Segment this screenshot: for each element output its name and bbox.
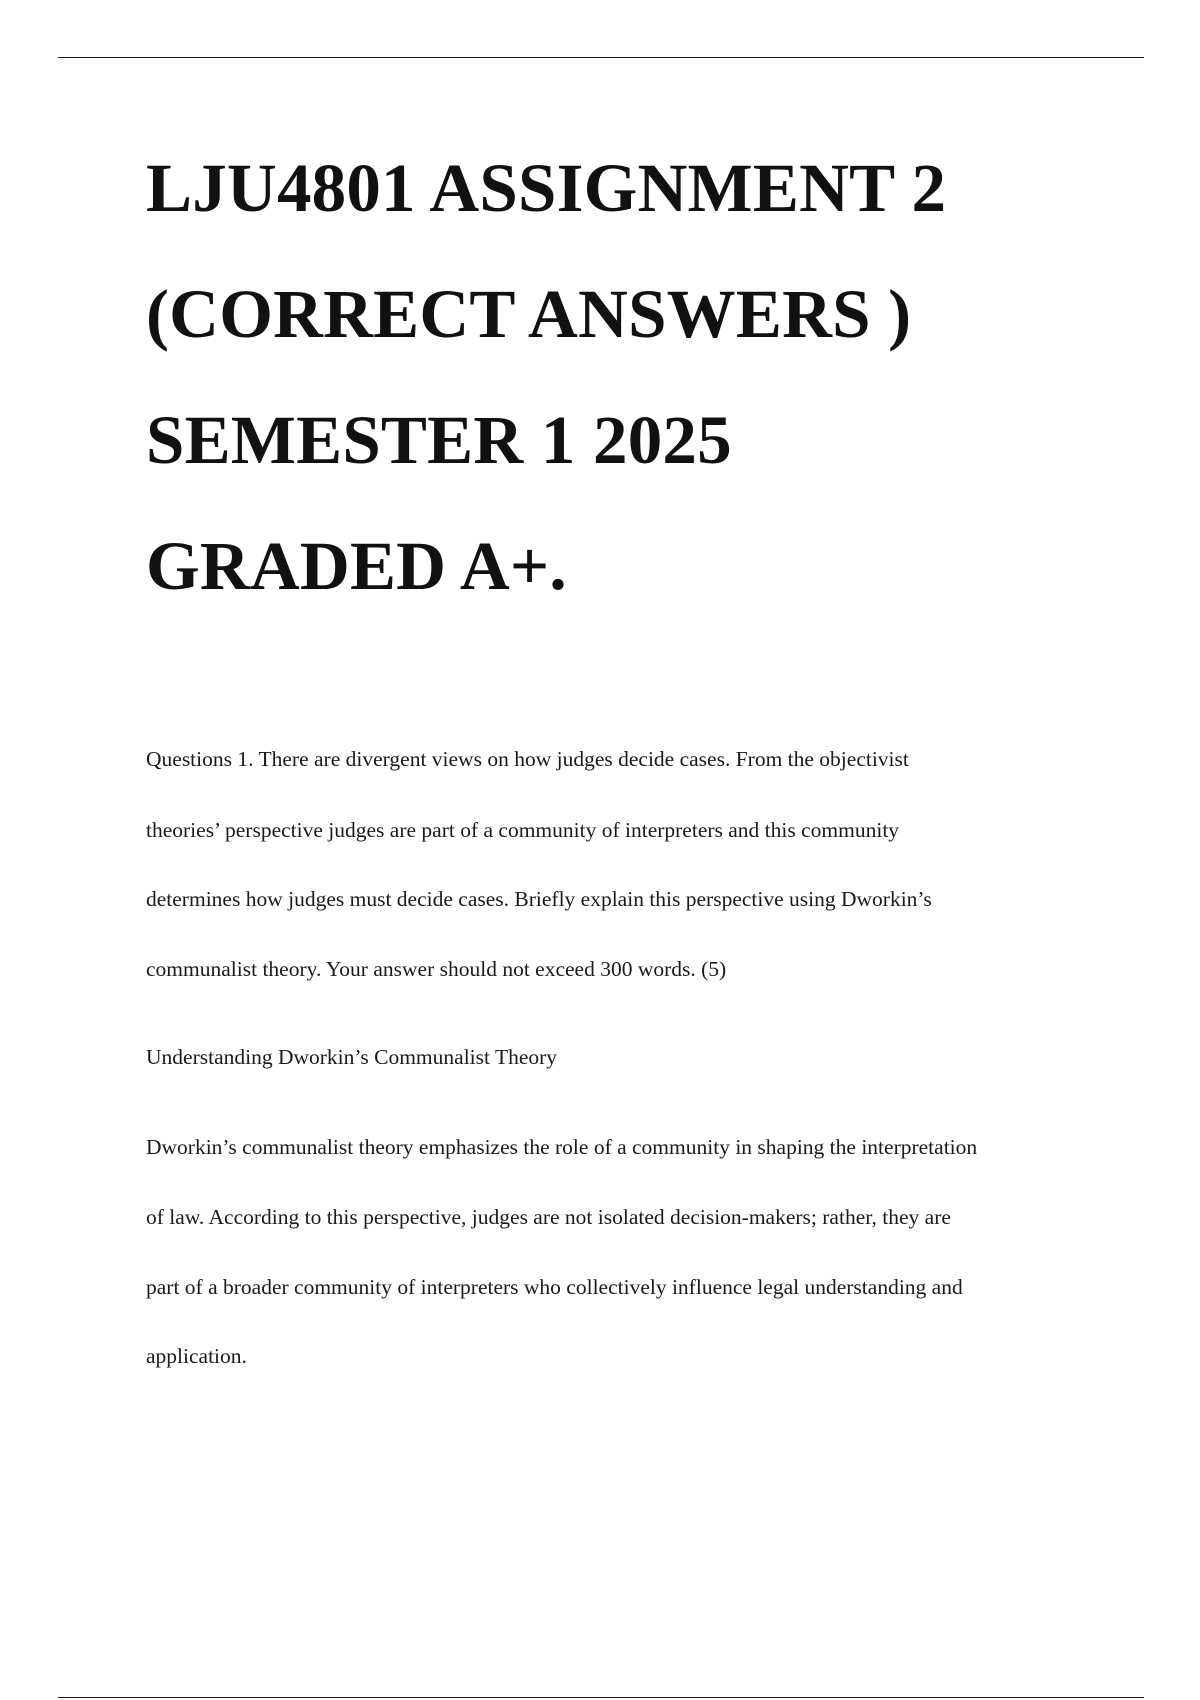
answer-heading: Understanding Dworkin’s Communalist Theory xyxy=(146,1045,558,1069)
answer-line-2: of law. According to this perspective, judges are not isolated decision-makers; rather, they are xyxy=(146,1205,951,1229)
question-line-4: communalist theory. Your answer should not exceed 300 words. (5) xyxy=(146,957,727,981)
title-line-2: (CORRECT ANSWERS ) xyxy=(146,276,912,352)
top-rule xyxy=(58,57,1144,58)
answer-line-3: part of a broader community of interpreters who collectively influence legal understanding and xyxy=(146,1275,963,1299)
answer-line-1: Dworkin’s communalist theory emphasizes the role of a community in shaping the interpretation xyxy=(146,1135,978,1159)
title-line-1: LJU4801 ASSIGNMENT 2 xyxy=(146,150,947,226)
bottom-rule xyxy=(58,1697,1144,1698)
question-line-1: Questions 1. There are divergent views on how judges decide cases. From the objectivist xyxy=(146,747,909,771)
question-line-2: theories’ perspective judges are part of a community of interpreters and this community xyxy=(146,818,900,842)
question-line-3: determines how judges must decide cases. Briefly explain this perspective using Dworkin’s xyxy=(146,887,932,911)
title-line-3: SEMESTER 1 2025 xyxy=(146,402,732,478)
answer-line-4: application. xyxy=(146,1344,247,1368)
title-line-4: GRADED A+. xyxy=(146,528,567,604)
